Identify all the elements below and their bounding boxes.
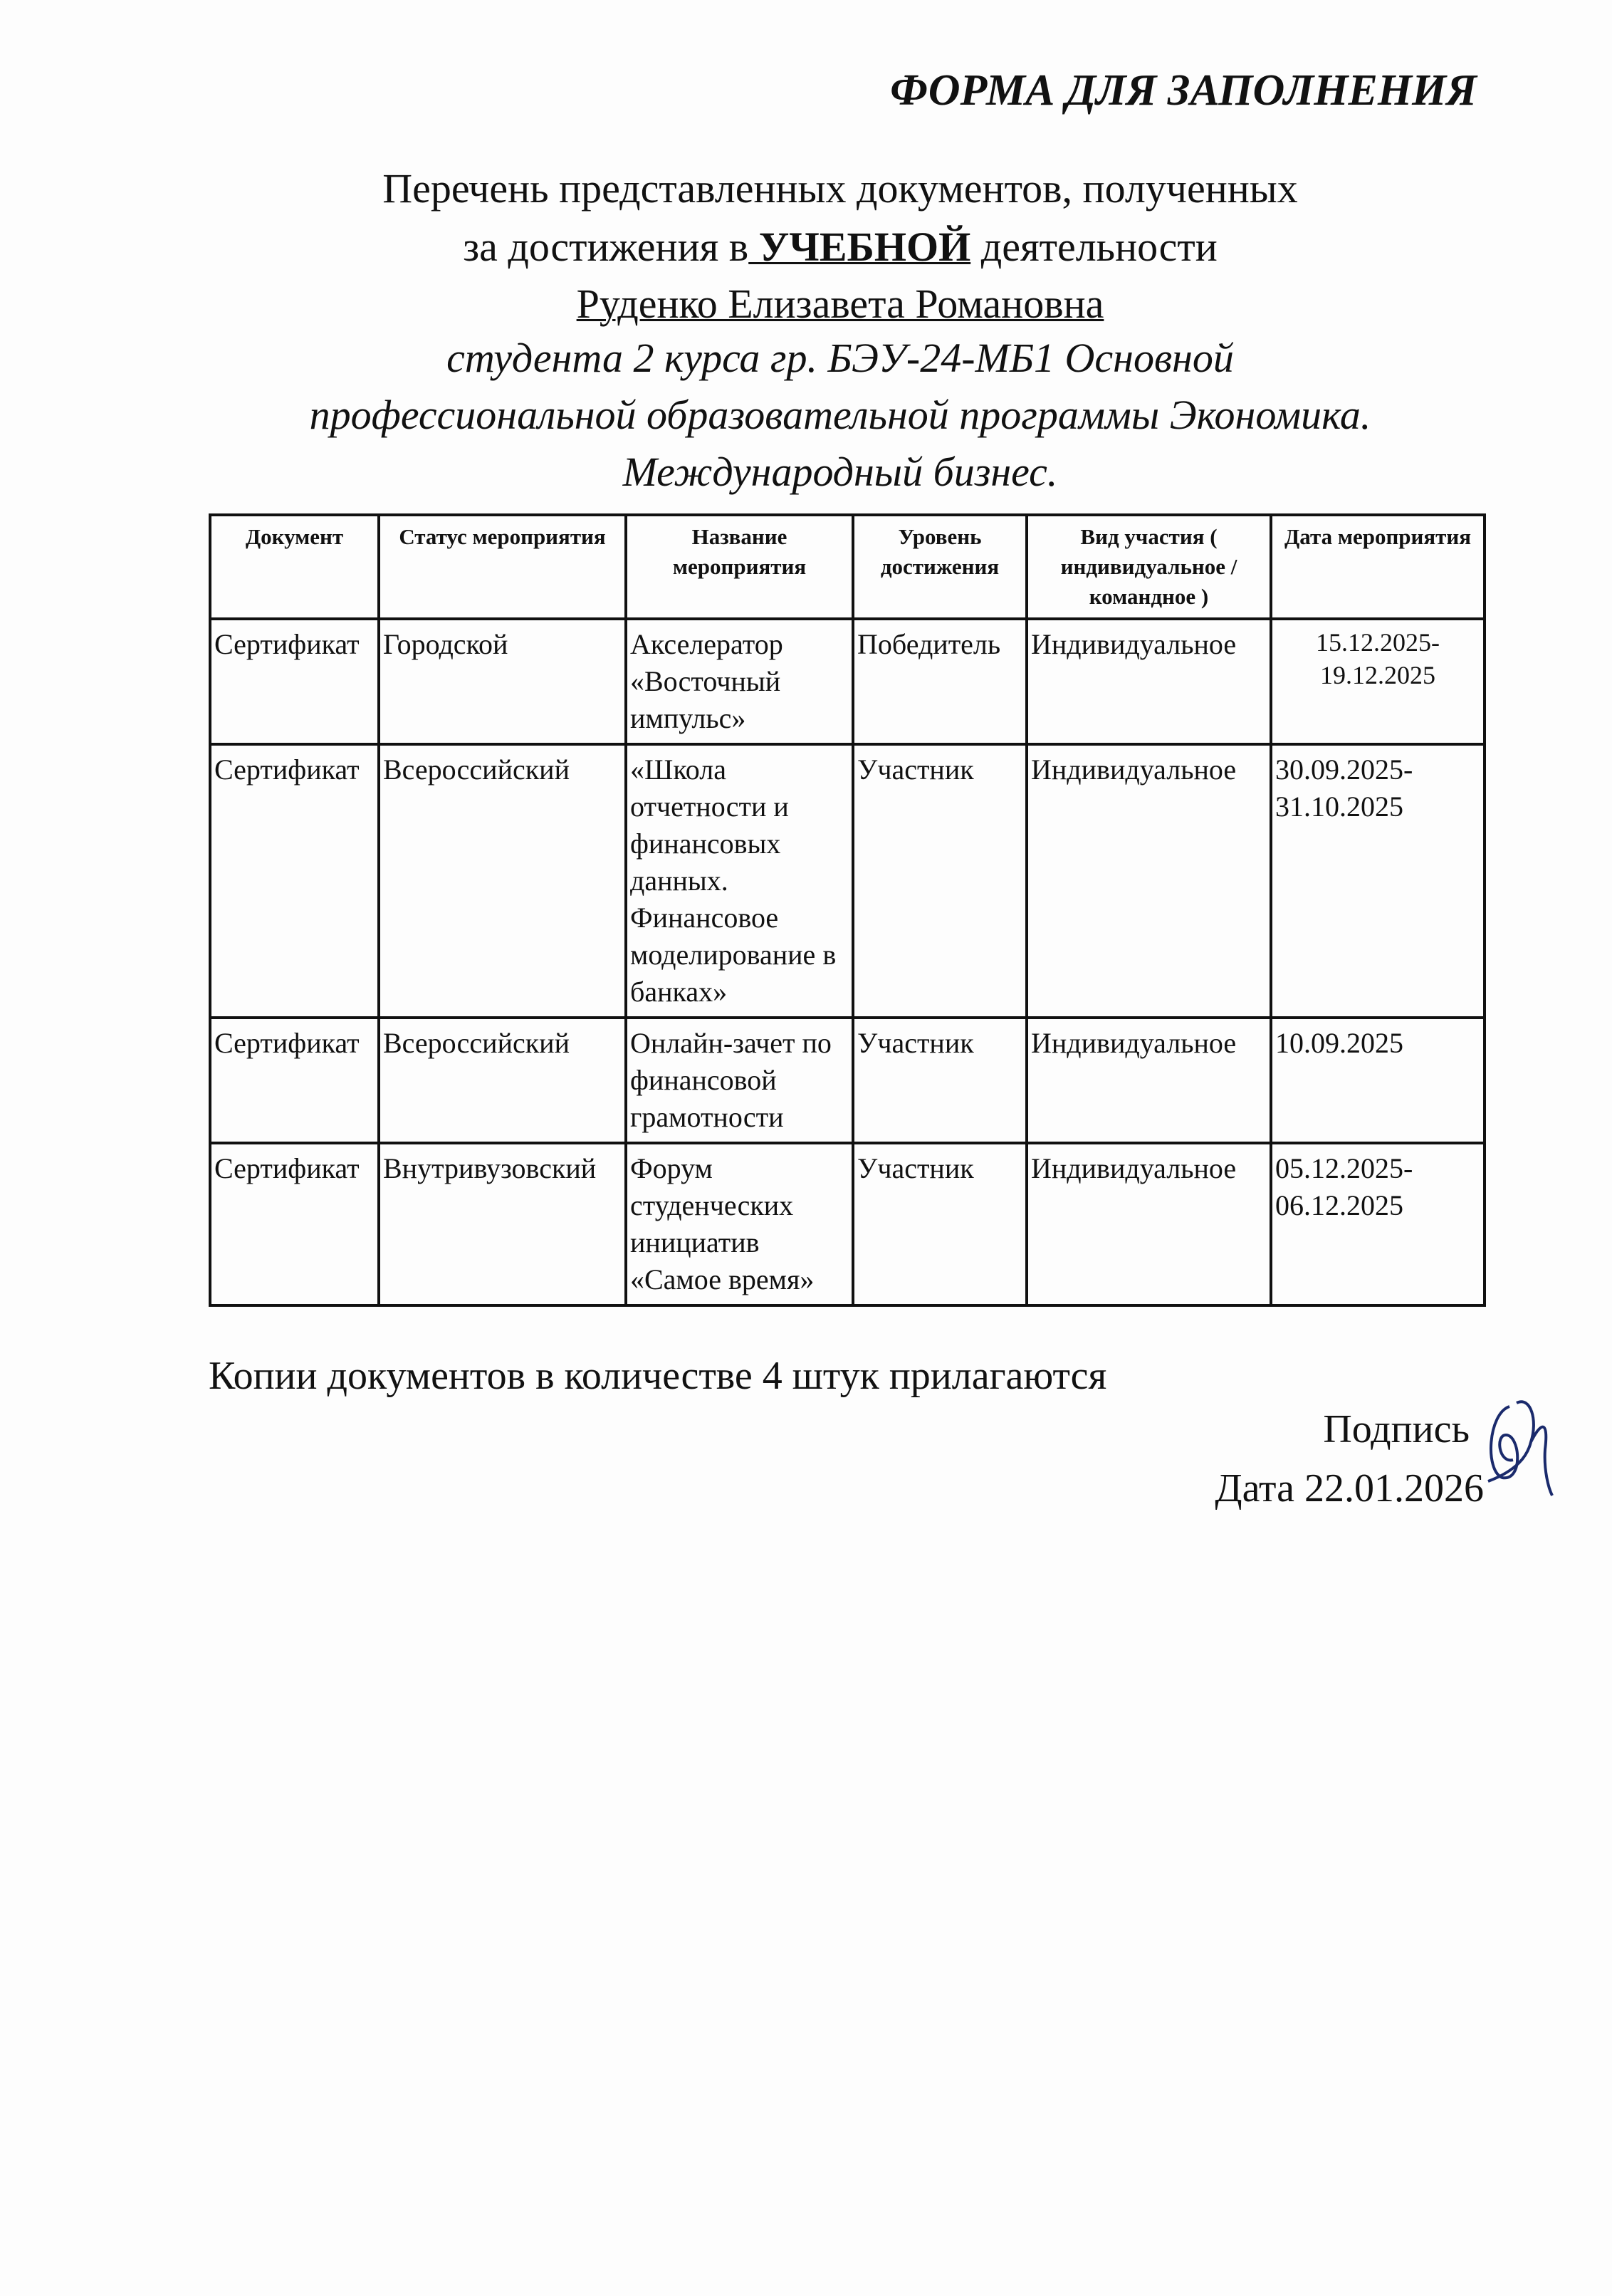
table-row xyxy=(210,744,1485,1018)
cell-event-name: Акселератор «Восточный импульс» xyxy=(626,619,853,744)
cell-document: Сертификат xyxy=(210,1018,379,1143)
header-event-name: Название мероприятия xyxy=(626,515,853,619)
cell-participation-type: Индивидуальное xyxy=(1027,1143,1271,1305)
student-name-text: Руденко Елизавета Романовна xyxy=(576,281,1104,327)
copies-note: Копии документов в количестве 4 штук прилагаются xyxy=(209,1354,1107,1398)
title-line-5: профессиональной образовательной программы Экономика. xyxy=(309,392,1371,438)
header-event-status: Статус мероприятия xyxy=(379,515,626,619)
date-label: Дата 22.01.2026 xyxy=(1215,1466,1484,1510)
student-name xyxy=(0,279,1612,329)
cell-participation-type: Индивидуальное xyxy=(1027,1018,1271,1143)
title-line-1: Перечень представленных документов, полученных xyxy=(382,165,1298,212)
table-header-row xyxy=(210,515,1485,619)
cell-achievement-level: Участник xyxy=(853,1018,1027,1143)
title-line-2-suffix: деятельности xyxy=(970,224,1218,270)
cell-achievement-level: Победитель xyxy=(853,619,1027,744)
activity-type: УЧЕБНОЙ xyxy=(748,224,971,270)
cell-document: Сертификат xyxy=(210,619,379,744)
title-line-4: студента 2 курса гр. БЭУ-24-МБ1 Основной xyxy=(446,335,1234,381)
signature-label: Подпись xyxy=(1323,1407,1470,1451)
cell-event-date: 15.12.2025-19.12.2025 xyxy=(1271,619,1485,744)
header-document: Документ xyxy=(210,515,379,619)
table-row xyxy=(210,1018,1485,1143)
documents-table xyxy=(209,513,1486,1307)
header-participation-type: Вид участия ( индивидуальное / командное ) xyxy=(1027,515,1271,619)
cell-event-name: Форум студенческих инициатив «Самое время» xyxy=(626,1143,853,1305)
handwritten-signature xyxy=(1481,1392,1559,1506)
table-row xyxy=(210,1143,1485,1305)
cell-event-status: Всероссийский xyxy=(379,1018,626,1143)
cell-participation-type: Индивидуальное xyxy=(1027,744,1271,1018)
cell-document: Сертификат xyxy=(210,1143,379,1305)
cell-event-status: Внутривузовский xyxy=(379,1143,626,1305)
cell-event-name: Онлайн-зачет по финансовой грамотности xyxy=(626,1018,853,1143)
cell-document: Сертификат xyxy=(210,744,379,1018)
title-line-2-prefix: за достижения в xyxy=(463,224,749,270)
title-line-2 xyxy=(0,222,1612,272)
cell-event-date: 10.09.2025 xyxy=(1271,1018,1485,1143)
form-label: ФОРМА ДЛЯ ЗАПОЛНЕНИЯ xyxy=(890,66,1477,115)
cell-event-name: «Школа отчетности и финансовых данных. Финансовое моделирование в банках» xyxy=(626,744,853,1018)
cell-event-date: 05.12.2025-06.12.2025 xyxy=(1271,1143,1485,1305)
cell-event-status: Всероссийский xyxy=(379,744,626,1018)
table-row xyxy=(210,619,1485,744)
header-event-date: Дата мероприятия xyxy=(1271,515,1485,619)
header-achievement-level: Уровень достижения xyxy=(853,515,1027,619)
cell-participation-type: Индивидуальное xyxy=(1027,619,1271,744)
cell-event-status: Городской xyxy=(379,619,626,744)
cell-achievement-level: Участник xyxy=(853,744,1027,1018)
cell-achievement-level: Участник xyxy=(853,1143,1027,1305)
title-line-6: Международный бизнес. xyxy=(622,449,1058,495)
cell-event-date: 30.09.2025-31.10.2025 xyxy=(1271,744,1485,1018)
